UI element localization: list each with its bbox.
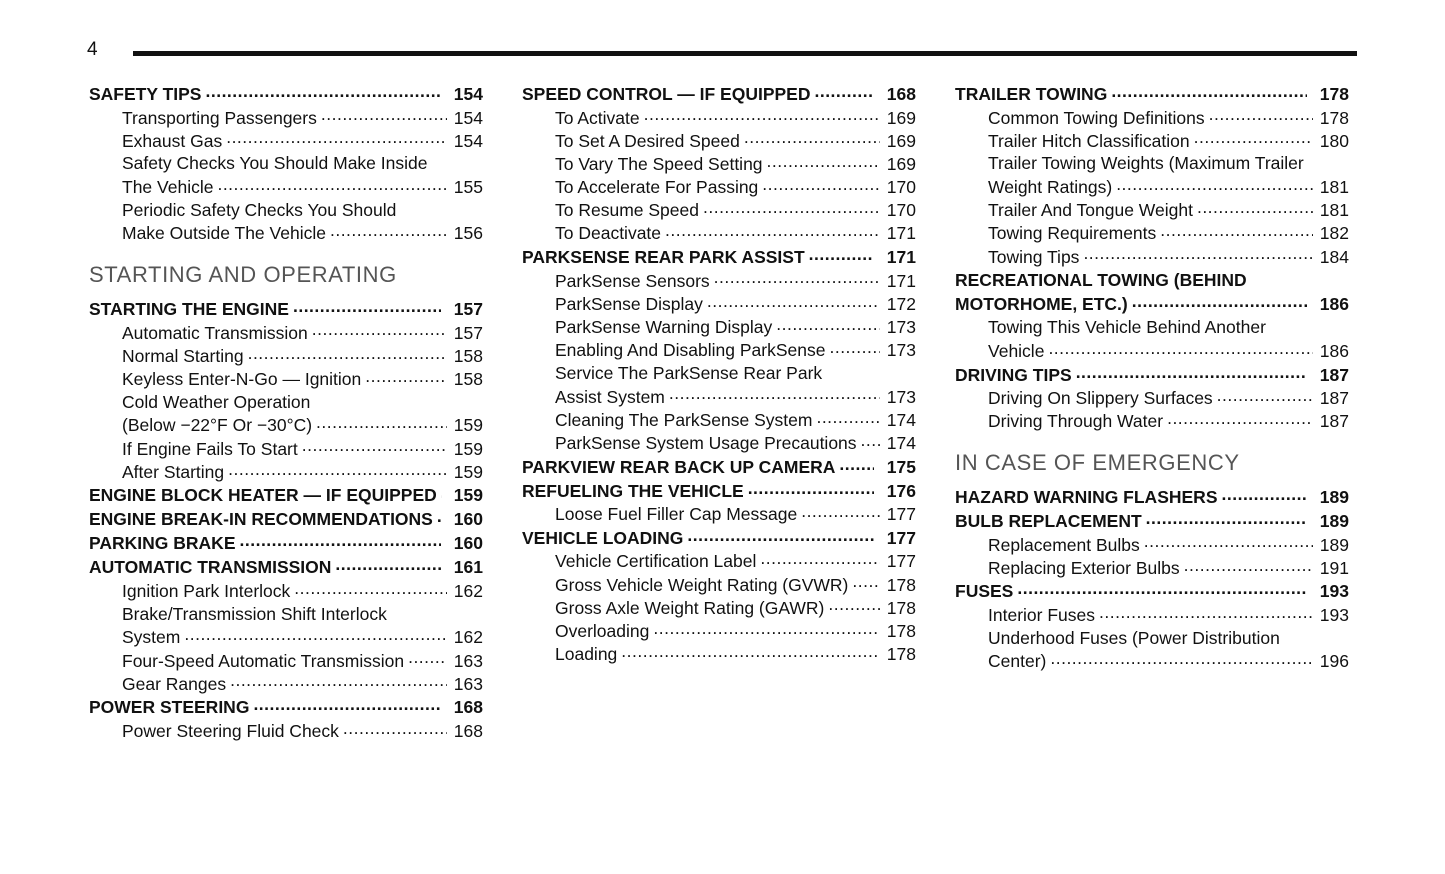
dot-leader — [437, 508, 441, 526]
entry-page-number: 156 — [453, 223, 483, 244]
entry-title: Interior Fuses — [988, 604, 1095, 625]
entry-page-number: 169 — [886, 130, 916, 151]
entry-page-number: 155 — [453, 177, 483, 198]
entry-page-number: 169 — [886, 153, 916, 174]
entry-title: Power Steering Fluid Check — [122, 720, 339, 741]
dot-leader — [228, 460, 447, 478]
dot-leader — [809, 246, 874, 264]
toc-subentry[interactable] — [955, 245, 1349, 268]
toc-subentry[interactable] — [89, 176, 483, 199]
dot-leader — [321, 106, 447, 124]
entry-page-number: 171 — [886, 247, 916, 268]
entry-title: Replacing Exterior Bulbs — [988, 557, 1180, 578]
dot-leader — [1099, 603, 1313, 621]
entry-page-number: 189 — [1319, 487, 1349, 508]
toc-subentry[interactable] — [522, 550, 916, 573]
toc-subentry[interactable] — [522, 431, 916, 454]
entry-page-number: 157 — [453, 299, 483, 320]
entry-page-number: 160 — [453, 509, 483, 530]
dot-leader — [1217, 387, 1313, 405]
entry-page-number: 191 — [1319, 557, 1349, 578]
toc-entry[interactable] — [955, 509, 1349, 533]
entry-title: Normal Starting — [122, 345, 244, 366]
dot-leader — [801, 503, 880, 521]
entry-title: Trailer Hitch Classification — [988, 130, 1190, 151]
entry-title: Transporting Passengers — [122, 107, 317, 128]
entry-title: ParkSense Warning Display — [555, 317, 773, 337]
dot-leader — [744, 129, 880, 147]
entry-page-number: 187 — [1319, 388, 1349, 409]
dot-leader — [1050, 650, 1313, 668]
toc-subentry-line[interactable]: Safety Checks You Should Make Inside — [122, 153, 428, 174]
toc-subentry[interactable] — [522, 222, 916, 245]
toc-subentry[interactable] — [522, 316, 916, 339]
entry-title: Trailer And Tongue Weight — [988, 200, 1193, 221]
entry-page-number: 154 — [453, 84, 483, 104]
entry-title: Loading — [555, 644, 618, 665]
dot-leader — [669, 385, 880, 403]
entry-page-number: 178 — [886, 597, 916, 618]
dot-leader — [829, 339, 880, 357]
toc-subentry[interactable] — [522, 106, 916, 129]
entry-page-number: 173 — [886, 386, 916, 407]
entry-page-number: 182 — [1319, 223, 1349, 244]
toc-subentry-line[interactable]: Cold Weather Operation — [122, 391, 311, 412]
toc-entry[interactable] — [522, 245, 916, 269]
toc-subentry[interactable] — [522, 503, 916, 526]
toc-subentry[interactable] — [955, 340, 1349, 363]
entry-title: Gross Axle Weight Rating (GAWR) — [555, 597, 825, 618]
dot-leader — [1048, 340, 1313, 358]
entry-title: SPEED CONTROL — IF EQUIPPED — [522, 84, 811, 104]
toc-subentry-line[interactable]: Brake/Transmission Shift Interlock — [122, 603, 387, 624]
toc-entry[interactable] — [522, 526, 916, 550]
dot-leader — [1017, 580, 1307, 598]
entry-title: Center) — [988, 651, 1047, 672]
toc-entry[interactable] — [89, 483, 483, 507]
toc-subentry[interactable] — [522, 199, 916, 222]
entry-title: The Vehicle — [122, 177, 214, 198]
entry-title: To Set A Desired Speed — [555, 130, 740, 151]
toc-subentry[interactable] — [522, 643, 916, 666]
entry-page-number: 160 — [453, 533, 483, 554]
toc-subentry[interactable] — [955, 603, 1349, 626]
entry-page-number: 157 — [453, 322, 483, 343]
toc-subentry[interactable] — [955, 387, 1349, 410]
entry-title: (Below −22°F Or −30°C) — [122, 415, 313, 436]
entry-page-number: 189 — [1319, 534, 1349, 555]
toc-subentry[interactable] — [955, 650, 1349, 673]
entry-title: Four-Speed Automatic Transmission — [122, 650, 405, 671]
entry-page-number: 189 — [1319, 511, 1349, 532]
entry-page-number: 193 — [1319, 581, 1349, 602]
toc-column-3 — [955, 82, 1349, 673]
toc-entry[interactable] — [955, 485, 1349, 509]
entry-title: Weight Ratings) — [988, 177, 1113, 198]
entry-title: DRIVING TIPS — [955, 364, 1072, 385]
entry-page-number: 162 — [453, 580, 483, 601]
entry-title: ENGINE BREAK-IN RECOMMENDATIONS — [89, 509, 433, 530]
dot-leader — [1146, 510, 1307, 528]
dot-leader — [644, 106, 880, 124]
dot-leader — [828, 596, 880, 614]
page-number: 4 — [87, 39, 98, 60]
toc-subentry[interactable] — [89, 460, 483, 483]
entry-page-number: 178 — [886, 574, 916, 595]
dot-leader — [1209, 106, 1313, 124]
dot-leader — [1144, 533, 1313, 551]
entry-title: Assist System — [555, 386, 665, 407]
entry-page-number: 187 — [1319, 411, 1349, 432]
dot-leader — [1083, 245, 1313, 263]
toc-subentry[interactable] — [522, 339, 916, 362]
toc-column-1 — [89, 82, 483, 743]
entry-page-number: 159 — [453, 461, 483, 482]
entry-page-number: 176 — [886, 480, 916, 501]
entry-page-number: 172 — [886, 293, 916, 314]
toc-subentry[interactable] — [522, 408, 916, 431]
entry-title: VEHICLE LOADING — [522, 527, 684, 548]
entry-page-number: 186 — [1319, 341, 1349, 361]
dot-leader — [1194, 129, 1313, 147]
toc-subentry-line[interactable]: Periodic Safety Checks You Should — [122, 199, 397, 220]
dot-leader — [184, 626, 447, 644]
entry-page-number: 158 — [453, 345, 483, 366]
entry-title: Driving Through Water — [988, 411, 1164, 432]
entry-page-number: 168 — [453, 697, 483, 718]
entry-page-number: 171 — [886, 270, 916, 291]
toc-subentry[interactable] — [89, 579, 483, 602]
entry-title: Gear Ranges — [122, 673, 227, 694]
toc-entry[interactable] — [89, 507, 483, 531]
entry-page-number: 186 — [1319, 294, 1349, 315]
dot-leader — [1222, 486, 1308, 504]
toc-subentry[interactable] — [522, 152, 916, 175]
toc-entry[interactable] — [955, 579, 1349, 603]
entry-title: Automatic Transmission — [122, 322, 308, 343]
entry-page-number: 173 — [886, 340, 916, 361]
toc-subentry[interactable] — [955, 222, 1349, 245]
entry-page-number: 159 — [453, 415, 483, 436]
entry-title: HAZARD WARNING FLASHERS — [955, 487, 1218, 508]
entry-title: Exhaust Gas — [122, 130, 223, 151]
entry-page-number: 173 — [886, 317, 916, 337]
toc-subentry[interactable] — [89, 626, 483, 649]
toc-subentry-line[interactable]: Service The ParkSense Rear Park — [555, 362, 823, 383]
entry-page-number: 187 — [1319, 364, 1349, 385]
entry-page-number: 162 — [453, 627, 483, 648]
entry-title: Overloading — [555, 620, 650, 641]
toc-subentry[interactable] — [955, 533, 1349, 556]
toc-subentry[interactable] — [522, 269, 916, 292]
dot-leader — [240, 532, 442, 550]
entry-page-number: 170 — [886, 200, 916, 221]
entry-page-number: 174 — [886, 432, 916, 453]
toc-entry[interactable] — [522, 82, 916, 106]
entry-title: To Accelerate For Passing — [555, 177, 759, 198]
entry-title: To Vary The Speed Setting — [555, 153, 763, 174]
entry-title: After Starting — [122, 461, 225, 482]
dot-leader — [1160, 222, 1313, 240]
dot-leader — [816, 408, 880, 426]
entry-title: Loose Fuel Filler Cap Message — [555, 504, 798, 525]
toc-subentry[interactable] — [89, 321, 483, 344]
toc-subentry-line[interactable]: Underhood Fuses (Power Distribution — [988, 627, 1280, 648]
entry-title: Vehicle Certification Label — [555, 551, 757, 572]
dot-leader — [294, 579, 447, 597]
entry-title: TRAILER TOWING — [955, 84, 1108, 104]
dot-leader — [302, 437, 447, 455]
entry-title: Replacement Bulbs — [988, 534, 1140, 555]
entry-title: Enabling And Disabling ParkSense — [555, 340, 826, 361]
dot-leader — [707, 292, 880, 310]
dot-leader — [230, 672, 447, 690]
entry-title: SAFETY TIPS — [89, 84, 202, 104]
toc-entry[interactable] — [89, 297, 483, 321]
toc-subentry[interactable] — [89, 222, 483, 245]
entry-page-number: 178 — [1319, 107, 1349, 128]
entry-page-number: 163 — [453, 673, 483, 694]
entry-page-number: 178 — [886, 644, 916, 665]
dot-leader — [760, 550, 880, 568]
dot-leader — [205, 83, 441, 101]
toc-subentry[interactable] — [522, 292, 916, 315]
toc-entry[interactable] — [955, 82, 1349, 106]
dot-leader — [767, 152, 880, 170]
toc-subentry[interactable] — [89, 437, 483, 460]
entry-title: Ignition Park Interlock — [122, 580, 291, 601]
entry-title: Driving On Slippery Surfaces — [988, 388, 1213, 409]
dot-leader — [365, 368, 447, 386]
entry-title: ParkSense Sensors — [555, 270, 710, 291]
entry-page-number: 158 — [453, 369, 483, 389]
dot-leader — [248, 344, 447, 362]
dot-leader — [316, 414, 447, 432]
toc-entry-line[interactable]: RECREATIONAL TOWING (BEHIND — [955, 270, 1247, 291]
toc-subentry[interactable] — [522, 596, 916, 619]
toc-subentry[interactable] — [955, 199, 1349, 222]
entry-title: To Activate — [555, 107, 640, 128]
entry-title: ENGINE BLOCK HEATER — IF EQUIPPED — [89, 485, 437, 506]
dot-leader — [343, 719, 447, 737]
dot-leader — [665, 222, 880, 240]
dot-leader — [839, 455, 874, 473]
dot-leader — [1184, 556, 1313, 574]
entry-page-number: 154 — [453, 130, 483, 151]
dot-leader — [1197, 199, 1313, 217]
dot-leader — [1111, 83, 1307, 101]
dot-leader — [861, 431, 880, 449]
entry-page-number: 168 — [453, 720, 483, 741]
entry-page-number: 196 — [1319, 651, 1349, 672]
entry-title: POWER STEERING — [89, 697, 250, 718]
entry-page-number: 161 — [453, 557, 483, 578]
entry-title: To Resume Speed — [555, 200, 699, 221]
dot-leader — [748, 479, 874, 497]
toc-subentry[interactable] — [89, 414, 483, 437]
toc-subentry[interactable] — [89, 719, 483, 742]
dot-leader — [293, 298, 441, 316]
toc-entry[interactable] — [89, 531, 483, 555]
toc-subentry[interactable] — [89, 106, 483, 129]
entry-page-number: 177 — [886, 527, 916, 548]
toc-subentry[interactable] — [89, 344, 483, 367]
toc-entry[interactable] — [522, 479, 916, 503]
toc-subentry[interactable] — [89, 672, 483, 695]
entry-title: FUSES — [955, 581, 1014, 602]
entry-page-number: 175 — [886, 456, 916, 477]
entry-page-number: 163 — [453, 650, 483, 671]
entry-page-number: 177 — [886, 504, 916, 525]
entry-page-number: 178 — [1319, 84, 1349, 104]
entry-page-number: 171 — [886, 223, 916, 244]
dot-leader — [1116, 176, 1313, 194]
toc-entry[interactable] — [522, 455, 916, 479]
dot-leader — [714, 269, 880, 287]
entry-page-number: 181 — [1319, 177, 1349, 198]
entry-title: Common Towing Definitions — [988, 107, 1205, 128]
entry-title: Cleaning The ParkSense System — [555, 409, 813, 430]
toc-subentry-line[interactable]: Towing This Vehicle Behind Another — [988, 317, 1266, 338]
entry-title: Gross Vehicle Weight Rating (GVWR) — [555, 574, 849, 595]
entry-title: Vehicle — [988, 341, 1045, 361]
dot-leader — [687, 526, 874, 544]
toc-subentry[interactable] — [955, 176, 1349, 199]
dot-leader — [335, 556, 441, 574]
toc-subentry[interactable] — [522, 385, 916, 408]
toc-entry[interactable] — [89, 555, 483, 579]
entry-title: If Engine Fails To Start — [122, 438, 298, 459]
toc-subentry[interactable] — [522, 573, 916, 596]
dot-leader — [226, 129, 447, 147]
entry-title: PARKING BRAKE — [89, 533, 236, 554]
dot-leader — [330, 222, 447, 240]
entry-title: Keyless Enter-N-Go — Ignition — [122, 369, 362, 389]
dot-leader — [1076, 363, 1307, 381]
dot-leader — [621, 643, 880, 661]
dot-leader — [1132, 293, 1307, 311]
header-rule — [133, 51, 1357, 56]
toc-entry[interactable] — [955, 363, 1349, 387]
entry-page-number: 174 — [886, 409, 916, 430]
toc-subentry[interactable] — [522, 129, 916, 152]
toc-entry[interactable] — [89, 695, 483, 719]
entry-page-number: 178 — [886, 620, 916, 641]
entry-page-number: 154 — [453, 107, 483, 128]
dot-leader — [253, 696, 441, 714]
toc-subentry[interactable] — [522, 619, 916, 642]
entry-title: PARKVIEW REAR BACK UP CAMERA — [522, 456, 836, 477]
entry-page-number: 181 — [1319, 200, 1349, 221]
entry-title: PARKSENSE REAR PARK ASSIST — [522, 247, 805, 268]
entry-page-number: 184 — [1319, 246, 1349, 267]
entry-page-number: 180 — [1319, 130, 1349, 151]
entry-title: REFUELING THE VEHICLE — [522, 480, 744, 501]
toc-entry[interactable] — [89, 82, 483, 106]
toc-subentry[interactable] — [955, 556, 1349, 579]
entry-title: To Deactivate — [555, 223, 662, 244]
dot-leader — [312, 321, 447, 339]
entry-page-number: 170 — [886, 177, 916, 198]
dot-leader — [852, 573, 880, 591]
toc-subentry[interactable] — [955, 410, 1349, 433]
entry-title: Towing Tips — [988, 246, 1080, 267]
entry-page-number: 168 — [886, 84, 916, 104]
toc-subentry[interactable] — [89, 129, 483, 152]
toc-subentry[interactable] — [89, 649, 483, 672]
dot-leader — [217, 176, 447, 194]
dot-leader — [814, 83, 874, 101]
entry-title: BULB REPLACEMENT — [955, 511, 1142, 532]
dot-leader — [776, 316, 880, 334]
entry-page-number: 177 — [886, 551, 916, 572]
entry-title: ParkSense Display — [555, 293, 703, 314]
dot-leader — [653, 619, 880, 637]
entry-title: MOTORHOME, ETC.) — [955, 294, 1128, 315]
toc-column-2 — [522, 82, 916, 666]
toc-entry[interactable] — [955, 292, 1349, 316]
entry-title: Make Outside The Vehicle — [122, 223, 326, 244]
entry-title: STARTING THE ENGINE — [89, 299, 289, 320]
entry-title: ParkSense System Usage Precautions — [555, 432, 857, 453]
dot-leader — [1167, 410, 1313, 428]
toc-subentry-line[interactable]: Trailer Towing Weights (Maximum Trailer — [988, 153, 1304, 174]
entry-title: System — [122, 627, 181, 648]
toc-subentry[interactable] — [955, 106, 1349, 129]
dot-leader — [762, 176, 880, 194]
dot-leader — [703, 199, 880, 217]
entry-title: Towing Requirements — [988, 223, 1157, 244]
toc-subentry[interactable] — [522, 176, 916, 199]
entry-title: AUTOMATIC TRANSMISSION — [89, 557, 332, 578]
section-heading: STARTING AND OPERATING — [89, 262, 397, 288]
entry-page-number: 159 — [453, 438, 483, 459]
toc-subentry[interactable] — [89, 368, 483, 391]
dot-leader — [408, 649, 447, 667]
entry-page-number: 169 — [886, 107, 916, 128]
toc-subentry[interactable] — [955, 129, 1349, 152]
entry-page-number: 193 — [1319, 604, 1349, 625]
entry-page-number: 159 — [453, 485, 483, 506]
section-heading: IN CASE OF EMERGENCY — [955, 450, 1240, 476]
